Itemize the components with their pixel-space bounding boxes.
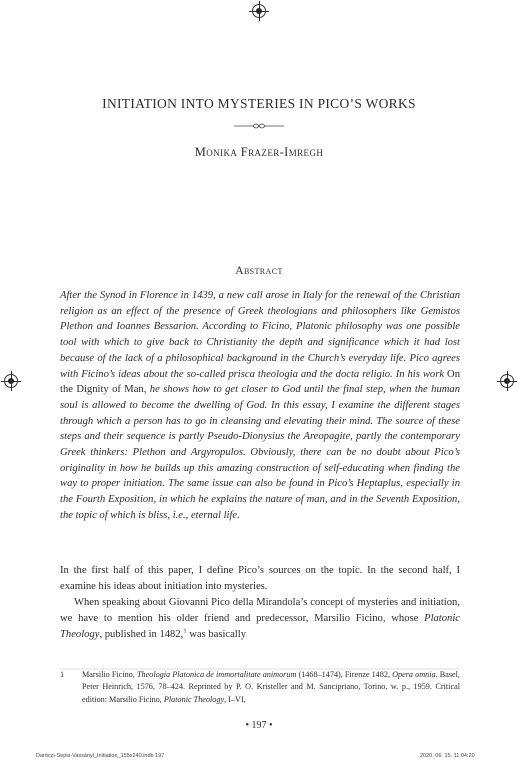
abstract-text: After the Synod in Florence in 1439, a new call arose in Italy for the renewal of the Christian religion as an effect of the presence of Greek theologians and philosophers like Gemistos Plethon and Ioannes Bessarion. According to Ficino, Platonic philosophy was one possible tool with which to give back to Christianity the depth and significance which it had lost because of the lack of a philosophical background in the Church’s everyday life. Pico agrees with Ficino’s ideas about the so-called prisca theologia and the docta religio. In his work On the Dignity of Man, he shows how to get closer to God until the final step, when the human soul is allowed to become the dwelling of God. In this essay, I examine the different stages through which a person has to go in cleansing and elevating their mind. The source of these steps and their sequence is partly Pseudo-Dionysius the Areopagite, partly the contemporary Greek thinkers: Plethon and Argyropulos. Obviously, there can be no doubt about Pico’s originality in how he builds up this amazing construction of self-educating when finding the way to proper initiation. The same issue can also be found in Pico’s Heptaplus, especially in the Fourth Exposition, in which he explains the nature of man, and in the Seventh Exposition, the topic of which is bliss, i.e., eternal life. [60, 290, 460, 521]
footnote-number: 1 [60, 670, 65, 679]
print-slug-file: Daróczi-Sepsi-Vassányi_Initiation_155x240.indb 197 [36, 753, 165, 759]
registration-mark-top [252, 4, 266, 18]
chapter-title: INITIATION INTO MYSTERIES IN PICO’S WORKS [102, 96, 416, 111]
page-number: • 197 • [245, 720, 273, 731]
registration-mark-left [4, 374, 18, 388]
author-name: Monika Frazer-Imregh [194, 145, 324, 159]
footnote-ref: 1 [183, 627, 187, 635]
body-text [60, 563, 460, 643]
abstract-heading: Abstract [235, 265, 283, 277]
print-slug-date: 2020. 06. 15. 11:04:20 [420, 753, 475, 759]
registration-mark-right [500, 374, 514, 388]
ornament-divider-icon [234, 121, 284, 131]
body-paragraph: When speaking about Giovanni Pico della Mirandola’s concept of mysteries and initiation, we have to mention his older friend and predecessor, Marsilio Ficino, whose Platonic Theology, published in 1482,$^1$ was basically [60, 596, 460, 640]
body-paragraph: In the first half of this paper, I define Pico’s sources on the topic. In the second half, I examine his ideas about initiation into mysteries. [60, 565, 460, 592]
footnote: 1 Marsilio Ficino, Theologia Platonica de immortalitate animorum (1468–1474), Firenze 1482, Opera omnia. Basel, Peter Heinrich, 1576, 78–424. Reprinted by P. O. Kristeller and M. Sancipriano, Torino, w. p., 1959. Critical edition: Marsilio Ficino, Platonic Theology, I–VI, [60, 670, 460, 704]
